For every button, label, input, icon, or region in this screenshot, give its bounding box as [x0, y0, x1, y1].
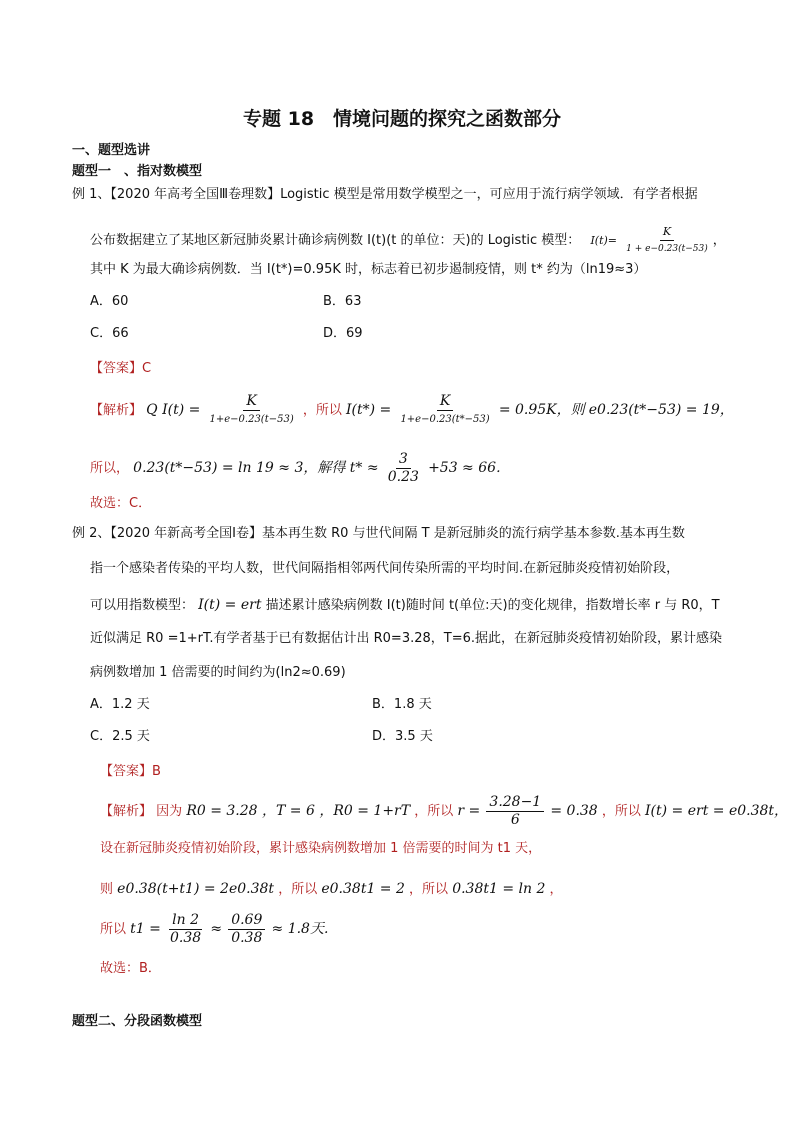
ex2-sol-expr7: 0.38t1 = ln 2 [452, 881, 546, 897]
ex1-line2: 公布数据建立了某地区新冠肺炎累计确诊病例数 I(t)(t 的单位：天)的 Logistic 模型： I(t)= $\frac{K}{1 + e-0.23(t-53)}$ ， [90, 223, 726, 258]
ex1-sol-expr3: = 0.95K，则 [498, 402, 585, 418]
ex2-sol-text7: ， [549, 882, 563, 897]
ex2-sol-expr4: I(t) = ert = e0.38t， [645, 803, 789, 819]
ex1-answer: 【答案】C [90, 361, 152, 376]
type-heading-2: 题型二、分段函数模型 [72, 1014, 203, 1029]
ex1-sol-expr4: e0.23(t*−53) = 19， [588, 402, 734, 418]
ex2-sol-text8: 所以 [100, 922, 127, 937]
ex2-line2: 指一个感染者传染的平均人数，世代间隔指相邻两代间传染所需的平均时间.在新冠肺炎疫情初始阶段， [90, 561, 680, 576]
ex1-sol-den3: 0.23 [387, 469, 419, 485]
ex2-option-a: A．1.2 天 [90, 697, 150, 712]
ex1-solution-label: 【解析】 [90, 403, 143, 418]
ex1-solution-line1 [90, 393, 734, 428]
ex1-sol-num2: K [437, 393, 453, 411]
ex2-sol-den1: 6 [510, 812, 520, 828]
ex2-line5: 病例数增加 1 倍需要的时间约为(ln2≈0.69) [90, 665, 346, 680]
ex1-sol-text2: 所以， [90, 461, 130, 476]
ex1-sol-den2: 1+e−0.23(t*−53) [400, 414, 490, 425]
ex2-sol-num2: ln 2 [169, 912, 202, 930]
ex1-sol-num1: K [243, 393, 259, 411]
ex1-sol-fraction3 [385, 451, 422, 486]
ex2-sol-expr3: = 0.38 [550, 803, 598, 819]
ex2-sol-text1: 因为 [156, 804, 183, 819]
ex2-sol-den2: 0.38 [170, 930, 202, 946]
type-heading-1: 题型一 、指对数模型 [72, 164, 203, 179]
ex2-sol-text2: ，所以 [414, 804, 454, 819]
ex2-line3-text-b: 描述累计感染病例数 I(t)随时间 t(单位:天)的变化规律，指数增长率 r 与 R0，T [265, 598, 720, 613]
ex2-sol-num1: 3.28−1 [486, 794, 544, 812]
ex1-sol-expr5: 0.23(t*−53) = ln 19 ≈ 3，解得 t* ≈ [133, 460, 379, 476]
ex2-sol-text3: ，所以 [601, 804, 641, 819]
ex1-model-lhs: I(t)= [590, 234, 618, 247]
ex1-line2-text: 公布数据建立了某地区新冠肺炎累计确诊病例数 I(t)(t 的单位：天)的 Logistic 模型： [90, 233, 581, 248]
ex2-sol-fraction1 [486, 794, 544, 829]
ex1-model-num: K [660, 223, 674, 241]
ex2-sol-num3: 0.69 [228, 912, 265, 930]
ex1-model-fraction [623, 223, 711, 258]
ex2-sol-expr5: e0.38(t+t1) = 2e0.38t [117, 881, 275, 897]
ex2-option-b: B．1.8 天 [372, 697, 432, 712]
ex1-sol-expr6: +53 ≈ 66． [428, 460, 511, 476]
ex2-model-formula: I(t) = ert [198, 597, 262, 613]
ex2-sol-approx: ≈ [210, 921, 223, 937]
ex2-sol-expr1: R0 = 3.28 ，T = 6 ，R0 = 1+rT [186, 803, 411, 819]
ex2-option-d: D．3.5 天 [372, 729, 433, 744]
ex1-solution-line2 [90, 451, 510, 486]
ex2-sol-den3: 0.38 [231, 930, 263, 946]
ex2-sol-text5: ，所以 [278, 882, 318, 897]
ex2-line3-text-a: 可以用指数模型： [90, 598, 195, 613]
ex2-solution-line2: 设在新冠肺炎疫情初始阶段，累计感染病例数增加 1 倍需要的时间为 t1 天， [100, 841, 542, 856]
ex2-sol-expr6: e0.38t1 = 2 [321, 881, 405, 897]
ex2-choice: 故选：B． [100, 961, 161, 976]
ex2-line4: 近似满足 R0 =1+rT.有学者基于已有数据估计出 R0=3.28，T=6.据此，在新冠肺炎疫情初始阶段，累计感染 [90, 631, 723, 646]
ex1-option-a: A．60 [90, 294, 129, 309]
ex1-sol-den1: 1+e−0.23(t−53) [209, 414, 294, 425]
ex2-solution-line1 [100, 794, 788, 829]
ex1-line3: 其中 K 为最大确诊病例数．当 I(t*)=0.95K 时，标志着已初步遏制疫情，则 t* 约为（ln19≈3） [90, 262, 647, 277]
ex2-sol-text6: ，所以 [409, 882, 449, 897]
ex2-sol-expr2: r = [457, 803, 481, 819]
ex2-line3 [90, 596, 720, 615]
ex1-sol-text1: ，所以 [302, 403, 342, 418]
ex1-choice: 故选：C． [90, 496, 152, 511]
ex1-sol-expr2: I(t*) = [346, 402, 392, 418]
ex1-line1: 例 1、【2020 年高考全国Ⅲ卷理数】Logistic 模型是常用数学模型之一，可应用于流行病学领域．有学者根据 [72, 187, 698, 202]
ex2-sol-text4: 则 [100, 882, 114, 897]
ex2-option-c: C．2.5 天 [90, 729, 150, 744]
ex1-option-b: B．63 [323, 294, 362, 309]
ex2-solution-line4 [100, 912, 328, 947]
ex2-sol-expr9: ≈ 1.8天. [271, 921, 329, 937]
section-heading: 一、题型选讲 [72, 143, 151, 158]
ex1-option-c: C．66 [90, 326, 129, 341]
ex1-model-den: 1 + e−0.23(t−53) [626, 244, 708, 254]
ex1-sol-expr1: Q I(t) = [146, 402, 201, 418]
ex1-sol-num3: 3 [396, 451, 411, 469]
ex1-sol-fraction1 [207, 393, 297, 428]
ex2-sol-fraction2 [167, 912, 204, 947]
ex2-answer: 【答案】B [100, 764, 161, 779]
ex2-sol-expr8: t1 = [130, 921, 161, 937]
ex2-solution-label: 【解析】 [100, 804, 153, 819]
ex1-option-d: D．69 [323, 326, 363, 341]
ex2-line1: 例 2、【2020 年新高考全国Ⅰ卷】基本再生数 R0 与世代间隔 T 是新冠肺炎的流行病学基本参数.基本再生数 [72, 526, 685, 541]
page-title: 专题 18 情境问题的探究之函数部分 [243, 108, 562, 130]
ex2-solution-line3 [100, 880, 563, 899]
ex1-sol-fraction2 [397, 393, 492, 428]
ex2-sol-fraction3 [228, 912, 265, 947]
